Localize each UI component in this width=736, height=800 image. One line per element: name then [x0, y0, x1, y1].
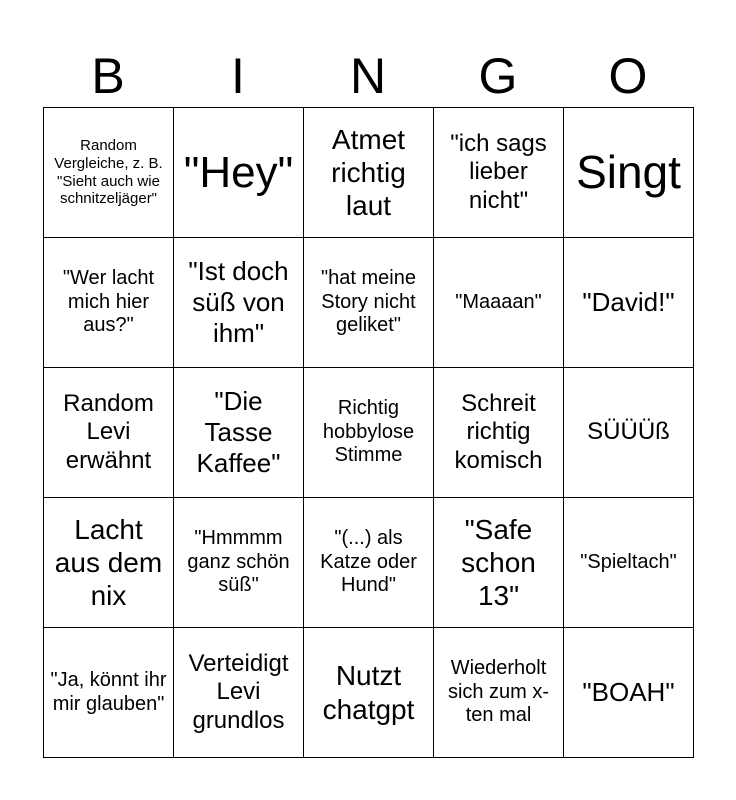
cell-text: "hat meine Story nicht geliket"	[321, 267, 416, 337]
bingo-cell-r5-c3[interactable]	[304, 628, 434, 758]
bingo-cell-r4-c3[interactable]	[304, 498, 434, 628]
cell-text: Singt	[576, 146, 681, 199]
cell-text: Random Levi erwähnt	[63, 390, 154, 474]
cell-text: "Safe schon 13"	[461, 513, 536, 612]
cell-text: Atmet richtig laut	[331, 123, 406, 222]
bingo-cell-r1-c5[interactable]	[564, 108, 694, 238]
cell-text: Nutzt chatgpt	[322, 660, 415, 725]
bingo-cell-r4-c1[interactable]	[44, 498, 174, 628]
bingo-cell-r5-c4[interactable]	[434, 628, 564, 758]
header-letter-i: I	[231, 48, 245, 104]
bingo-cell-r4-c2[interactable]	[174, 498, 304, 628]
cell-text: Schreit richtig komisch	[454, 390, 543, 474]
bingo-cell-r1-c3[interactable]	[304, 108, 434, 238]
header-letter-n: N	[349, 48, 387, 104]
bingo-cell-r3-c5[interactable]	[564, 368, 694, 498]
cell-text: "Hey"	[183, 147, 294, 197]
cell-text: "Hmmmm ganz schön süß"	[187, 527, 290, 597]
cell-text: "Spieltach"	[580, 550, 677, 573]
bingo-cell-r2-c3[interactable]	[304, 238, 434, 368]
bingo-grid	[43, 107, 694, 758]
header-letter-b: B	[91, 48, 125, 104]
bingo-cell-r1-c2[interactable]	[174, 108, 304, 238]
bingo-cell-r3-c4[interactable]	[434, 368, 564, 498]
bingo-cell-r4-c5[interactable]	[564, 498, 694, 628]
bingo-cell-r3-c3[interactable]	[304, 368, 434, 498]
bingo-cell-r1-c1[interactable]	[44, 108, 174, 238]
bingo-cell-r2-c5[interactable]	[564, 238, 694, 368]
cell-text: "Ja, könnt ihr mir glauben"	[50, 668, 167, 715]
bingo-cell-r3-c1[interactable]	[44, 368, 174, 498]
cell-text: "David!"	[582, 287, 675, 318]
cell-text: "ich sags lieber nicht"	[450, 130, 547, 214]
cell-text: "Die Tasse Kaffee"	[196, 386, 281, 478]
bingo-cell-r5-c1[interactable]	[44, 628, 174, 758]
bingo-cell-r2-c2[interactable]	[174, 238, 304, 368]
cell-text: Verteidigt Levi grundlos	[188, 650, 289, 734]
bingo-cell-r3-c2[interactable]	[174, 368, 304, 498]
header-letter-g: G	[478, 48, 518, 104]
bingo-header	[43, 44, 693, 108]
cell-text: Wiederholt sich zum x-ten mal	[447, 657, 550, 727]
bingo-cell-r1-c4[interactable]	[434, 108, 564, 238]
cell-text: "BOAH"	[582, 677, 675, 708]
cell-text: "Wer lacht mich hier aus?"	[62, 267, 155, 337]
bingo-cell-r2-c4[interactable]	[434, 238, 564, 368]
bingo-cell-r5-c5[interactable]	[564, 628, 694, 758]
bingo-cell-r5-c2[interactable]	[174, 628, 304, 758]
header-letter-o: O	[608, 48, 648, 104]
cell-text: "Maaaan"	[455, 290, 542, 313]
cell-text: "(...) als Katze oder Hund"	[320, 527, 417, 597]
cell-text: Random Vergleiche, z. B. "Sieht auch wie schnitzeljäger"	[54, 137, 163, 208]
bingo-cell-r4-c4[interactable]	[434, 498, 564, 628]
cell-text: "Ist doch süß von ihm"	[188, 256, 289, 348]
cell-text: Richtig hobbylose Stimme	[322, 397, 415, 467]
bingo-cell-r2-c1[interactable]	[44, 238, 174, 368]
cell-text: Lacht aus dem nix	[54, 513, 163, 612]
cell-text: SÜÜÜß	[587, 418, 670, 446]
